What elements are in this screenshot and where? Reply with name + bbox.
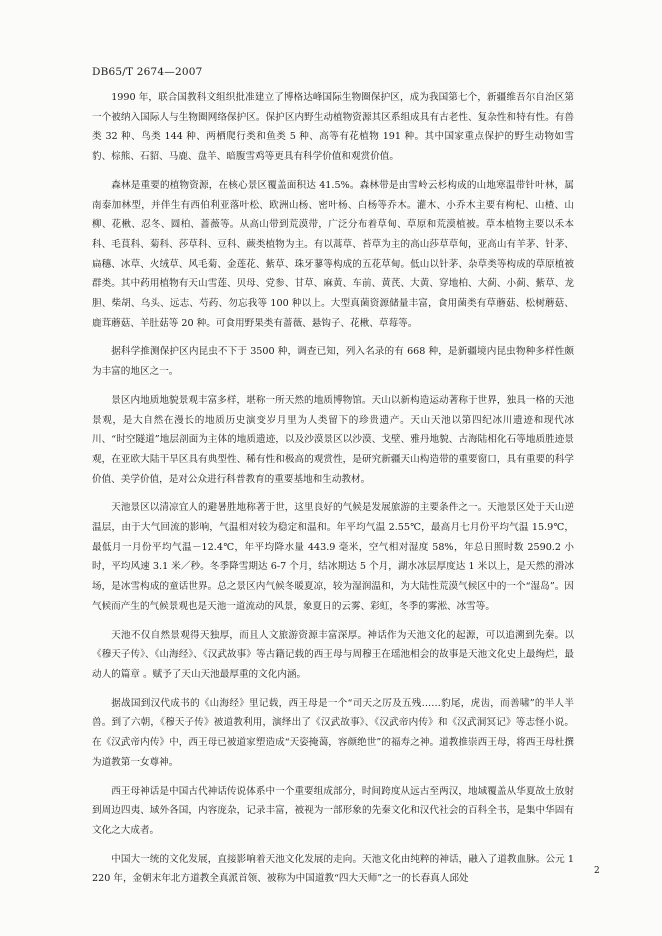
standard-code: DB65/T 2674—2007 [92, 66, 203, 78]
body-text [92, 88, 574, 898]
paragraph-forest-plants: 森林是重要的植物资源，在核心景区覆盖面积达 41.5%。森林带是由雪岭云杉构成的山地寒温带针叶林，属南泰加林型，并伴生有西伯利亚落叶松、欧洲山杨、密叶杨、白杨等乔木。灌木、小乔木主要有枸杞、山楂、山柳、花楸、忍冬、圆柏、蔷薇等。从高山带到荒漠带，广泛分布着草甸、草原和荒漠植被。草本植物主要以禾本科、毛茛科、菊科、莎草科、豆科、蕨类植物为主。有以蒿草、苔草为主的高山莎草草甸，亚高山有羊茅、针茅、扁穗、冰草、火绒草、风毛菊、金莲花、紫草、珠牙蓼等构成的五花草甸。低山以针茅、杂草类等构成的草原植被群类。其中药用植物有天山雪莲、贝母、党参、甘草、麻黄、车前、黄芪、大黄、穿地柏、大蓟、小蓟、紫草、龙胆、柴胡、乌头、远志、芍药、勿忘我等 100 种以上。大型真菌资源储量丰富，食用菌类有草蘑菇、松树蘑菇、鹿茸蘑菇、羊肚菇等 20 种。可食用野果类有蔷薇、悬钩子、花楸、草莓等。 [92, 179, 574, 329]
paragraph-geology: 景区内地质地貌景观丰富多样，堪称一所天然的地质博物馆。天山以新构造运动著称于世界，独具一格的天池景观，是大自然在漫长的地质历史演变岁月里为人类留下的珍贵遗产。天山天池以第四纪冰川遗迹和现代冰川、“时空隧道”地层剖面为主体的地质遗迹，以及沙漠景区以沙漠、戈壁、雅丹地貌、古海陆相化石等地质胜迹景观，在亚欧大陆干旱区具有典型性、稀有性和极高的观赏性，是研究新疆天山构造带的重要窗口，具有重要的科学价值、美学价值，是对公众进行科普教育的重要基地和生动教材。 [92, 394, 574, 485]
paragraph-xiwangmu-legend: 据战国到汉代成书的《山海经》里记载，西王母是一个“司天之厉及五残……豹尾，虎齿，而善啸”的半人半兽。到了六朝，《穆天子传》被道教利用，演绎出了《汉武故事》、《汉武帝内传》和《汉武洞冥记》等志怪小说。在《汉武帝内传》中，西王母已被道家塑造成“天姿掩蔼，容颜绝世”的福寿之神。道教推崇西王母，将西王母杜撰为道教第一女尊神。 [92, 697, 574, 768]
paragraph-taoism: 中国大一统的文化发展，直接影响着天池文化发展的走向。天池文化由纯粹的神话，融入了道教血脉。公元 1220 年，金朝末年北方道教全真派首领、被称为中国道教“四大天师”之一的长春真人邱处 [92, 853, 574, 885]
paragraph-culture: 天池不仅自然景观得天独厚，而且人文旅游资源丰富深厚。神话作为天池文化的起源，可以追溯到先秦。以《穆天子传》、《山海经》、《汉武故事》等古籍记载的西王母与周穆王在瑶池相会的故事是天池文化史上最绚烂，最动人的篇章 。赋予了天山天池最厚重的文化内涵。 [92, 629, 574, 680]
paragraph-myth-system: 西王母神话是中国古代神话传说体系中一个重要组成部分，时间跨度从远古至两汉，地域覆盖从华夏故土放射到周边四夷、域外各国，内容庞杂，记录丰富，被视为一部形象的先秦文化和汉代社会的百科全书，是集中华固有文化之大成者。 [92, 785, 574, 836]
page-number: 2 [594, 866, 600, 876]
paragraph-biosphere-reserve: 1990 年，联合国教科文组织批准建立了博格达峰国际生物圈保护区，成为我国第七个，新疆维吾尔自治区第一个被纳入国际人与生物圈网络保护区。保护区内野生动植物资源其区系组成具有古老性、复杂性和特有性。有兽类 32 种、鸟类 144 种、两栖爬行类和鱼类 5 种、高等有花植物 191 种。其中国家重点保护的野生动物如雪豹、棕熊、石貂、马鹿、盘羊、暗腹雪鸡等更具有科学价值和观赏价值。 [92, 92, 574, 163]
paragraph-insects: 据科学推测保护区内昆虫不下于 3500 种，调查已知，列入名录的有 668 种，是新疆境内昆虫物种多样性颇为丰富的地区之一。 [92, 346, 574, 378]
paragraph-climate: 天池景区以清凉宜人的避暑胜地称著于世，这里良好的气候是发展旅游的主要条件之一。天池景区处于天山逆温层，由于大气回流的影响，气温相对较为稳定和温和。年平均气温 2.55℃，最高月七月份平均气温 15.9℃，最低月一月份平均气温－12.4℃，年平均降水量 443.9 毫米，空气相对湿度 58%，年总日照时数 2590.2 小时，平均风速 3.1 米／秒。冬季降雪期达 6-7 个月，结冰期达 5 个月，湖水冰层厚度达 1 米以上，是天然的滑冰场，是冰雪构成的童话世界。总之景区内气候冬暖夏凉，较为湿润温和，为大陆性荒漠气候区中的一个“湿岛”。因气候而产生的气候景观也是天池一道流动的风景，象夏日的云雾、彩虹，冬季的雾淞、冰雪等。 [92, 502, 574, 612]
